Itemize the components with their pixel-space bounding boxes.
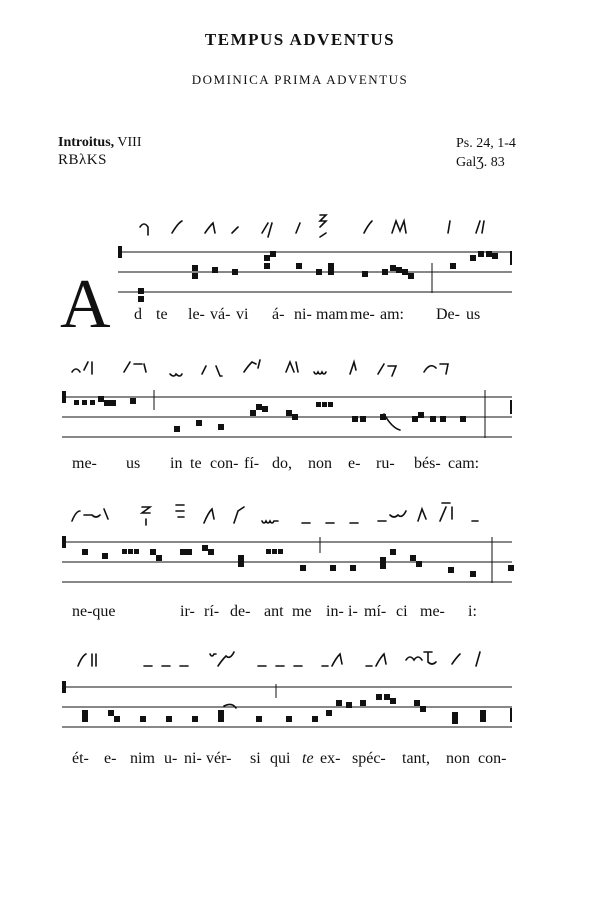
lyrics-line-4 <box>0 750 600 774</box>
staff-lines-3 <box>62 542 512 582</box>
syllable: us <box>126 455 141 472</box>
syllable: ru- <box>376 455 395 472</box>
syllable: vá- <box>210 306 231 323</box>
lyrics-line-3 <box>0 603 600 627</box>
syllable: in <box>170 455 183 472</box>
syllable: con- <box>478 750 507 767</box>
staff-system-1 <box>0 205 600 305</box>
syllable: d <box>134 306 142 323</box>
syllable: te <box>190 455 202 472</box>
syllable: ant <box>264 603 284 620</box>
syllable: De- <box>436 306 460 323</box>
syllable: us <box>466 306 481 323</box>
neume-row-4 <box>78 652 480 666</box>
lyrics-line-2 <box>0 455 600 479</box>
syllable: si <box>250 750 261 767</box>
syllable: tant, <box>402 750 430 767</box>
lyrics-line-1 <box>0 306 600 330</box>
syllable: me- <box>72 455 97 472</box>
syllable: in- <box>326 603 344 620</box>
syllable: ni- <box>294 306 312 323</box>
syllable: ex- <box>320 750 341 767</box>
page-subtitle: DOMINICA PRIMA ADVENTUS <box>191 72 409 87</box>
syllable: vér- <box>206 750 232 767</box>
syllable: rí- <box>204 603 220 620</box>
syllable: con- <box>210 455 239 472</box>
syllable: mí- <box>364 603 387 620</box>
syllable: te <box>156 306 168 323</box>
syllable: vi <box>236 306 249 323</box>
syllable: me <box>292 603 312 620</box>
syllable: non <box>446 750 470 767</box>
syllable: e- <box>348 455 361 472</box>
syllable: am: <box>380 306 404 323</box>
syllable: me- <box>420 603 445 620</box>
syllable: cam: <box>448 455 480 472</box>
page-title: TEMPUS ADVENTUS <box>204 30 396 49</box>
staff-system-2 <box>0 350 600 450</box>
staff-system-3 <box>0 495 600 595</box>
syllable: ne-que <box>72 603 116 620</box>
syllable: te <box>302 750 314 767</box>
staff-lines-1 <box>118 252 512 292</box>
staff-system-4 <box>0 640 600 740</box>
chant-mode: VIII <box>117 135 142 150</box>
syllable: le- <box>188 306 205 323</box>
chant-genre <box>58 135 142 151</box>
syllable: ni- <box>184 750 202 767</box>
psalm-reference: Ps. 24, 1-4 <box>456 136 516 151</box>
genre-label: Introitus, <box>58 135 115 150</box>
decorated-initial: A <box>60 266 111 343</box>
syllable: e- <box>104 750 117 767</box>
liquescent-stroke <box>384 414 400 430</box>
manuscript-sigla: RBλKS <box>58 152 107 168</box>
neume-row-3 <box>72 503 478 525</box>
syllable: á- <box>272 306 285 323</box>
gradual-reference: GalƷ. 83 <box>456 155 505 170</box>
syllable: do, <box>272 455 292 472</box>
notes-1 <box>118 246 512 302</box>
syllable: ci <box>396 603 408 620</box>
neume-row-2 <box>72 360 448 376</box>
syllable: ir- <box>180 603 195 620</box>
syllable: ét- <box>72 750 89 767</box>
syllable: mam <box>316 306 348 323</box>
syllable: qui <box>270 750 291 767</box>
syllable: fí- <box>244 455 260 472</box>
syllable: de- <box>230 603 251 620</box>
neume-row-1 <box>140 215 484 237</box>
syllable: non <box>308 455 332 472</box>
syllable: me- <box>350 306 375 323</box>
syllable: u- <box>164 750 178 767</box>
syllable: bés- <box>414 455 441 472</box>
syllable: nim <box>130 750 155 767</box>
syllable: spéc- <box>352 750 386 767</box>
syllable: i- <box>348 603 358 620</box>
syllable: i: <box>468 603 477 620</box>
